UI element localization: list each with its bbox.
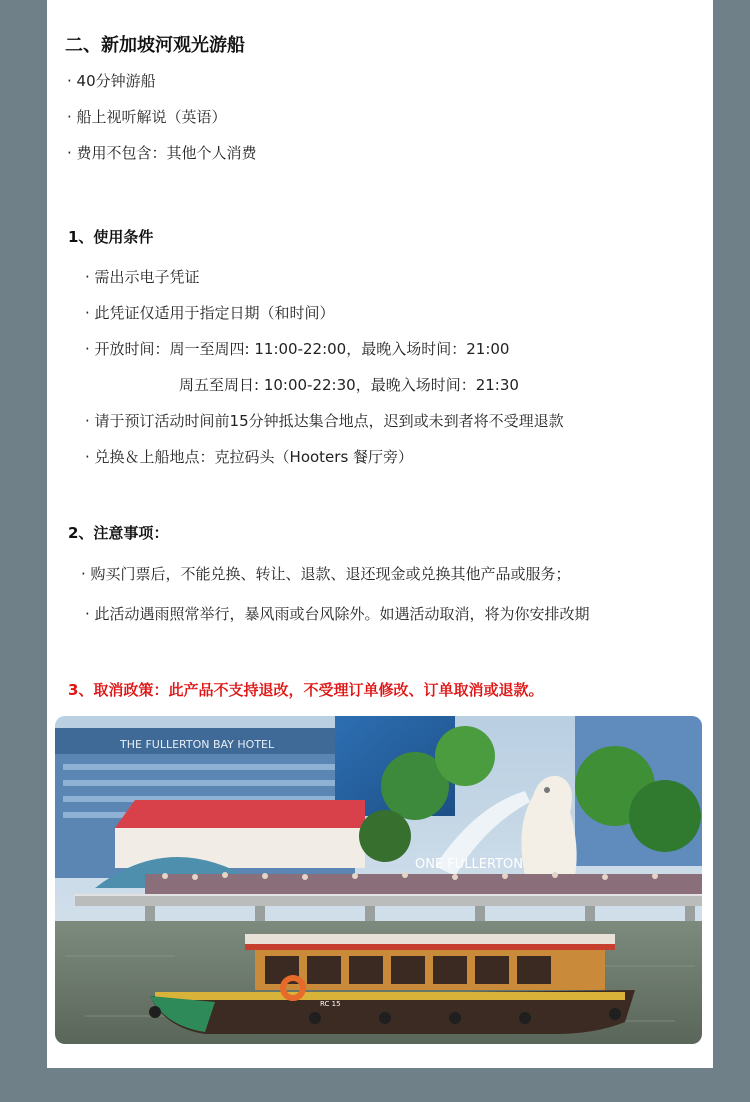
notes-heading: 2、注意事项： (68, 524, 169, 542)
section-title: 二、新加坡河观光游船 (65, 35, 245, 56)
one-fullerton-sign: ONE FULLERTON (415, 857, 523, 872)
cruise-item-duration: · 40分钟游船 (67, 72, 156, 90)
usage-item-date: · 此凭证仅适用于指定日期（和时间） (85, 304, 335, 322)
usage-item-voucher: · 需出示电子凭证 (85, 268, 200, 286)
cruise-item-commentary: · 船上视听解说（英语） (67, 108, 227, 126)
usage-hours-weekend: 周五至周日: 10:00-22:30，最晚入场时间：21:30 (179, 376, 519, 394)
hotel-building-sign: THE FULLERTON BAY HOTEL (120, 738, 275, 751)
merlion-river-photo (55, 716, 702, 1044)
usage-item-hours: · 开放时间：周一至周四: 11:00-22:00，最晚入场时间：21:00 (85, 340, 510, 358)
usage-item-arrival: · 请于预订活动时间前15分钟抵达集合地点，迟到或未到者将不受理退款 (85, 412, 564, 430)
usage-heading: 1、使用条件 (68, 228, 154, 246)
boat-label: RC 15 (320, 1000, 341, 1008)
usage-item-location: · 兑换＆上船地点：克拉码头（Hooters 餐厅旁） (85, 448, 414, 466)
content-card (47, 0, 713, 1068)
notes-item-refund: · 购买门票后，不能兑换、转让、退款、退还现金或兑换其他产品或服务； (81, 565, 571, 583)
notes-item-weather: · 此活动遇雨照常举行，暴风雨或台风除外。如遇活动取消，将为你安排改期 (85, 605, 590, 623)
cruise-item-exclusions: · 费用不包含：其他个人消费 (67, 144, 257, 162)
cancellation-policy: 3、取消政策：此产品不支持退改，不受理订单修改、订单取消或退款。 (68, 681, 544, 699)
